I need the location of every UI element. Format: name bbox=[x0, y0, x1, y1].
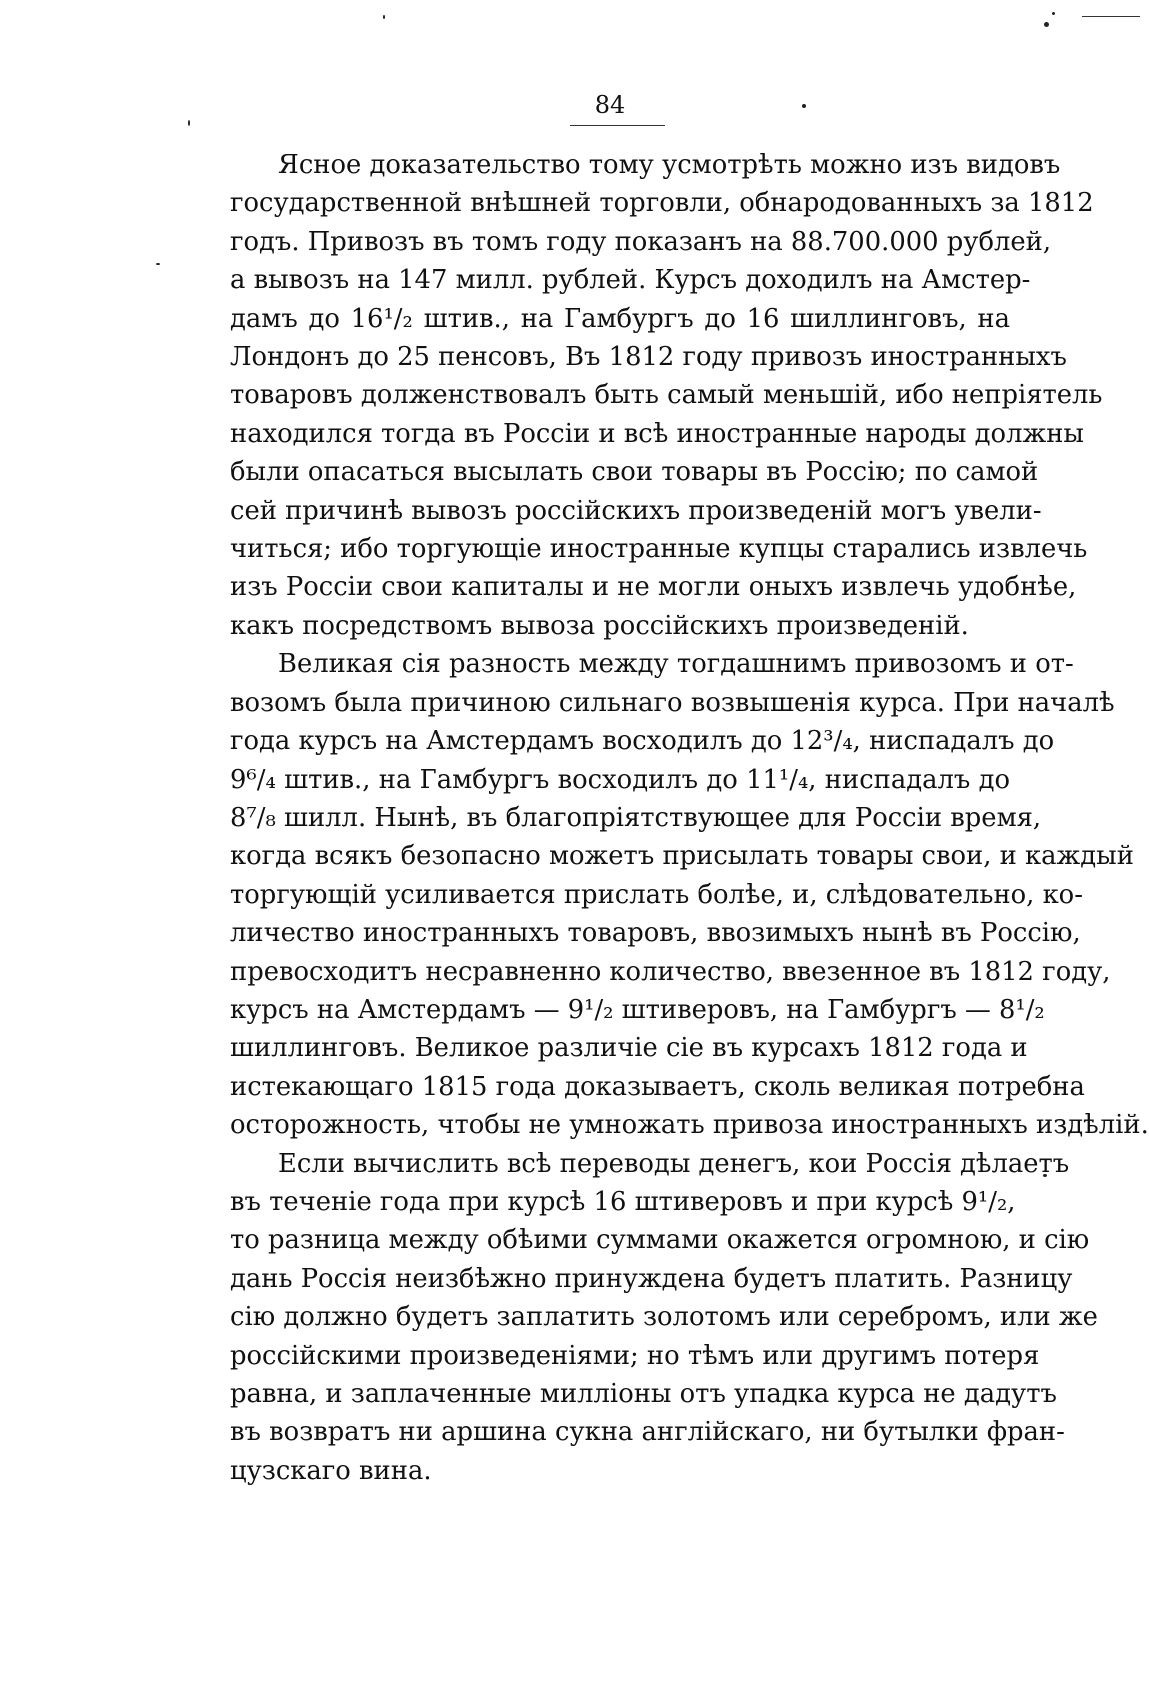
paragraph bbox=[230, 645, 1149, 1144]
text-line: когда всякъ безопасно можетъ присылать товары свои, и каждый bbox=[230, 841, 1134, 872]
text-line: курсъ на Амстердамъ — 9¹/₂ штиверовъ, на Гамбургъ — 8¹/₂ bbox=[230, 994, 1045, 1025]
text-line: годъ. Привозъ въ томъ году показанъ на 88.700.000 рублей, bbox=[230, 226, 1052, 257]
ink-speck bbox=[1052, 12, 1055, 15]
text-line: торгующій усиливается прислать болѣе, и, слѣдовательно, ко- bbox=[230, 879, 1083, 910]
text-line: цузскаго вина. bbox=[230, 1455, 432, 1486]
ink-speck bbox=[156, 263, 160, 265]
text-line: дань Россія неизбѣжно принуждена будетъ платить. Разницу bbox=[230, 1263, 1073, 1294]
text-line: въ возвратъ ни аршина сукна англійскаго, ни бутылки фран- bbox=[230, 1417, 1065, 1448]
text-line: россійскими произведеніями; но тѣмъ или другимъ потеря bbox=[230, 1340, 1040, 1371]
text-line: 8⁷/₈ шилл. Нынѣ, въ благопріятствующее для Россіи время, bbox=[230, 802, 1042, 833]
text-line: равна, и заплаченные милліоны отъ упадка курса не дадутъ bbox=[230, 1379, 1057, 1409]
text-line: сію должно будетъ заплатить золотомъ или серебромъ, или же bbox=[230, 1302, 1098, 1333]
text-line: осторожность, чтобы не умножать привоза иностранныхъ издѣлій. bbox=[230, 1110, 1149, 1141]
ink-speck bbox=[383, 15, 385, 19]
text-line: дамъ до 16¹/₂ штив., на Гамбургъ до 16 шиллинговъ, на bbox=[230, 303, 1010, 334]
text-line: какъ посредствомъ вывоза россійскихъ произведеній. bbox=[230, 610, 969, 641]
text-line: 9⁶/₄ штив., на Гамбургъ восходилъ до 11¹/₄, ниспадалъ до bbox=[230, 764, 1010, 795]
ink-speck bbox=[802, 104, 806, 108]
text-line: читься; ибо торгующіе иностранные купцы старались извлечь bbox=[230, 534, 1088, 565]
ink-speck bbox=[1044, 22, 1049, 27]
body-text bbox=[230, 146, 1149, 1490]
text-line: то разница между обѣими суммами окажется огромною, и сію bbox=[230, 1225, 1090, 1256]
text-line: Если вычислить всѣ переводы денегъ, кои Россія дѣлаетъ bbox=[278, 1148, 1070, 1179]
text-line: въ теченіе года при курсѣ 16 штиверовъ и при курсѣ 9¹/₂, bbox=[230, 1186, 1016, 1217]
text-line: были опасаться высылать свои товары въ Россію; по самой bbox=[230, 457, 1039, 488]
text-line: государственной внѣшней торговли, обнародованныхъ за 1812 bbox=[230, 188, 1094, 219]
text-line: Ясное доказательство тому усмотрѣть можно изъ видовъ bbox=[278, 150, 1061, 180]
text-line: Великая сія разность между тогдашнимъ привозомъ и от- bbox=[278, 649, 1074, 680]
text-line: изъ Россіи свои капиталы и не могли оныхъ извлечь удобнѣе, bbox=[230, 572, 1077, 603]
text-line: а вывозъ на 147 милл. рублей. Курсъ доходилъ на Амстер- bbox=[230, 265, 1031, 296]
text-line: сей причинѣ вывозъ россійскихъ произведеній могъ увели- bbox=[230, 495, 1042, 526]
text-line: превосходитъ несравненно количество, ввезенное въ 1812 году, bbox=[230, 956, 1111, 987]
paragraph bbox=[230, 1145, 1098, 1491]
page-number-rule bbox=[570, 125, 665, 126]
text-line: находился тогда въ Россіи и всѣ иностранные народы должны bbox=[230, 418, 1084, 449]
paragraph bbox=[230, 146, 1103, 645]
text-line: истекающаго 1815 года доказываетъ, сколь великая потребна bbox=[230, 1071, 1085, 1102]
page-number: 84 bbox=[594, 91, 626, 119]
text-line: товаровъ долженствовалъ быть самый меньшій, ибо непріятель bbox=[230, 380, 1103, 411]
corner-rule bbox=[1082, 16, 1140, 17]
text-line: возомъ была причиною сильнаго возвышенія курса. При началѣ bbox=[230, 687, 1115, 718]
text-line: Лондонъ до 25 пенсовъ, Въ 1812 году привозъ иностранныхъ bbox=[230, 342, 1067, 373]
ink-speck bbox=[188, 120, 190, 126]
text-line: личество иностранныхъ товаровъ, ввозимыхъ нынѣ въ Россію, bbox=[230, 918, 1081, 949]
text-line: шиллинговъ. Великое различіе сіе въ курсахъ 1812 года и bbox=[230, 1033, 1028, 1064]
text-line: года курсъ на Амстердамъ восходилъ до 12³/₄, ниспадалъ до bbox=[230, 726, 1055, 757]
